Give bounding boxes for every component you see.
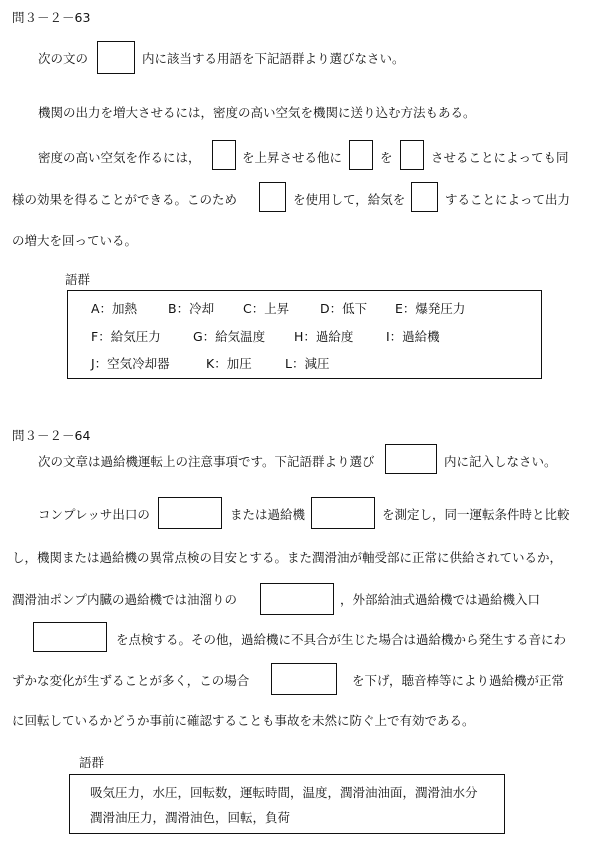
q63-instruction-blank	[97, 41, 135, 74]
q63-word-C: C：上昇	[243, 301, 290, 316]
q64-blank-2[interactable]	[311, 497, 375, 529]
question-number-64: 問３－２－64	[12, 428, 91, 443]
q63-instruction-pre: 次の文の	[38, 51, 89, 66]
q64-wordbank-label: 語群	[79, 755, 105, 770]
q64-wordbank-line2: 潤滑油圧力，潤滑油色，回転，負荷	[90, 810, 291, 825]
q63-word-A: A：加熱	[91, 301, 138, 316]
q64-line6: に回転しているかどうか事前に確認することも事故を未然に防ぐ上で有効である。	[12, 713, 475, 728]
q64-line3-a: 潤滑油ポンプ内臓の過給機では油溜りの	[12, 592, 238, 607]
question-number-63: 問３－２－63	[12, 10, 91, 25]
q64-instruction-blank	[385, 444, 437, 474]
q63-line2-a: 密度の高い空気を作るには，	[38, 150, 201, 165]
q63-blank-4[interactable]	[259, 182, 286, 212]
q64-line5-b: を下げ，聴音棒等により過給機が正常	[352, 673, 565, 688]
q63-line3-b: を使用して，給気を	[293, 192, 406, 207]
q64-instruction-pre: 次の文章は過給機運転上の注意事項です。下記語群より選び	[38, 454, 375, 469]
q63-line2-c: を	[380, 150, 393, 165]
q64-blank-3[interactable]	[260, 583, 334, 615]
q63-word-H: H：過給度	[294, 329, 354, 344]
q63-instruction-post: 内に該当する用語を下記語群より選びなさい。	[142, 51, 405, 66]
q63-word-J: J：空気冷却器	[91, 356, 170, 371]
q63-word-I: I：過給機	[386, 329, 440, 344]
q63-blank-5[interactable]	[411, 182, 438, 212]
q63-word-E: E：爆発圧力	[395, 301, 466, 316]
q63-line4: の増大を回っている。	[12, 233, 138, 248]
q63-blank-1[interactable]	[212, 140, 236, 170]
q64-line5: ずかな変化が生ずることが多く，この場合	[12, 673, 250, 688]
q63-word-G: G：給気温度	[193, 329, 266, 344]
q64-line1-c: を測定し，同一運転条件時と比較	[382, 507, 570, 522]
q63-word-L: L：減圧	[285, 356, 330, 371]
q64-blank-1[interactable]	[158, 497, 222, 529]
q64-blank-5[interactable]	[271, 663, 337, 695]
q63-line3-c: することによって出力	[445, 192, 571, 207]
q63-word-F: F：給気圧力	[91, 329, 161, 344]
q63-blank-2[interactable]	[349, 140, 373, 170]
q64-blank-4[interactable]	[33, 622, 107, 652]
q63-word-B: B：冷却	[168, 301, 215, 316]
q64-wordbank-line1: 吸気圧力，水圧，回転数，運転時間，温度，潤滑油油面，潤滑油水分	[90, 785, 478, 800]
q64-line1-a: コンプレッサ出口の	[38, 507, 150, 522]
q64-line3-b: ，外部給油式過給機では過給機入口	[340, 592, 541, 607]
q63-line2-d: させることによっても同	[431, 150, 569, 165]
q64-line4: を点検する。その他，過給機に不具合が生じた場合は過給機から発生する音にわ	[116, 632, 567, 647]
q64-instruction-post: 内に記入しなさい。	[444, 454, 557, 469]
q63-word-K: K：加圧	[206, 356, 252, 371]
q63-paragraph-1: 機関の出力を増大させるには，密度の高い空気を機関に送り込む方法もある。	[38, 105, 476, 120]
q63-wordbank-label: 語群	[65, 272, 91, 287]
q63-word-D: D：低下	[320, 301, 368, 316]
q64-line2: し，機関または過給機の異常点検の目安とする。また潤滑油が軸受部に正常に供給されているか，	[12, 550, 563, 565]
q63-blank-3[interactable]	[400, 140, 424, 170]
q63-line3-a: 様の効果を得ることができる。このため	[12, 192, 238, 207]
q63-line2-b: を上昇させる他に	[242, 150, 343, 165]
q64-line1-b: または過給機	[230, 507, 306, 522]
